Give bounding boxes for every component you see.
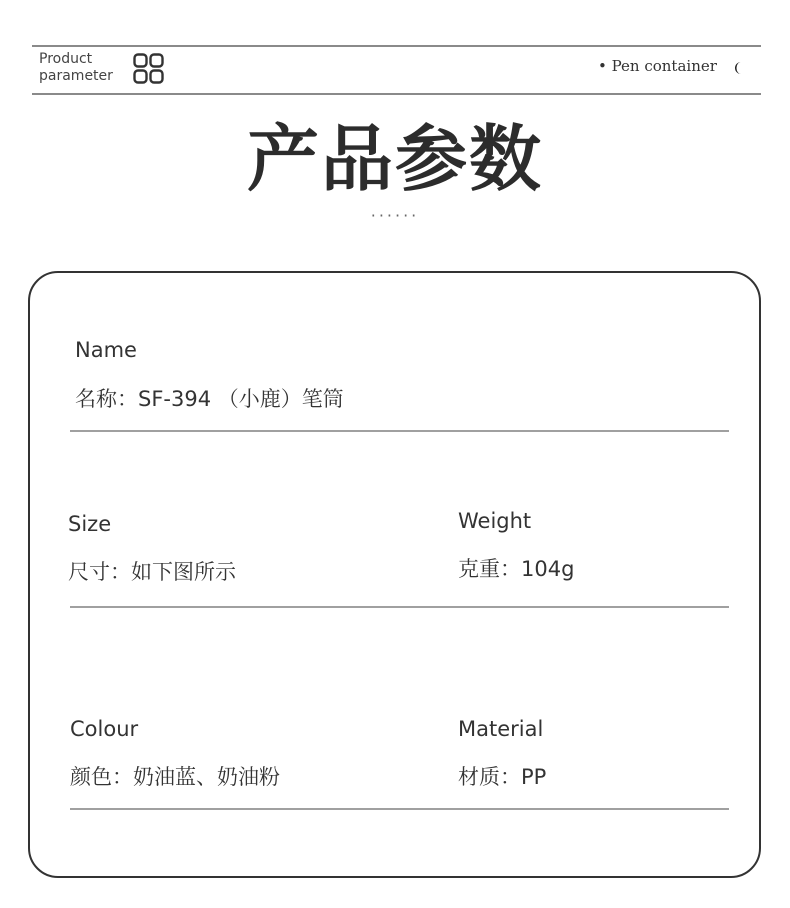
row-separator [70, 606, 729, 608]
colour-value: 颜色：奶油蓝、奶油粉 [70, 765, 280, 789]
header-top-rule [32, 45, 761, 47]
name-value: 名称：SF-394 （小鹿）笔筒 [75, 387, 344, 411]
colour-label: Colour [70, 717, 139, 741]
row-separator [70, 430, 729, 432]
header-caption-line1: Product [39, 51, 93, 67]
name-label: Name [75, 338, 137, 362]
material-label: Material [458, 717, 544, 741]
grid-four-squares-icon [133, 53, 165, 85]
page-title: 产品参数 [246, 117, 543, 201]
header-bottom-rule [32, 93, 761, 95]
weight-value: 克重：104g [458, 557, 575, 581]
crescent-moon-icon [731, 61, 745, 75]
size-label: Size [68, 512, 112, 536]
material-value: 材质：PP [458, 765, 547, 789]
row-separator [70, 808, 729, 810]
title-dots-divider: ······ [370, 206, 420, 225]
size-value: 尺寸：如下图所示 [68, 560, 236, 584]
header-caption-line2: parameter [39, 68, 113, 84]
header-caption [39, 51, 113, 85]
weight-label: Weight [458, 509, 532, 533]
header-product-type: • Pen container [598, 57, 717, 75]
